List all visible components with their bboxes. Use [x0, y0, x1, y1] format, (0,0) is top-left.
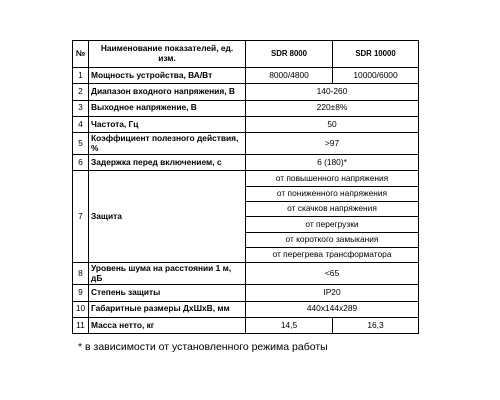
row-parameter-name: Частота, Гц: [89, 116, 246, 132]
row-parameter-name: Степень защиты: [89, 285, 246, 301]
row-parameter-name: Масса нетто, кг: [89, 317, 246, 333]
table-row: [73, 263, 419, 285]
row-parameter-name: Коэффициент полезного действия, %: [89, 133, 246, 155]
row-parameter-name: Задержка перед включением, с: [89, 155, 246, 171]
row-value: IP20: [246, 285, 419, 301]
row-parameter-name: Защита: [89, 171, 246, 263]
value-sdr-8000: 14,5: [246, 317, 333, 333]
protection-item: от повышенного напряжения: [246, 171, 419, 186]
row-value: 220±8%: [246, 100, 419, 116]
row-number: 3: [73, 100, 89, 116]
header-number: №: [73, 41, 89, 68]
table-row: [73, 68, 419, 84]
protection-item: от короткого замыкания: [246, 232, 419, 247]
row-number: 6: [73, 155, 89, 171]
row-parameter-name: Габаритные размеры ДхШхВ, мм: [89, 301, 246, 317]
row-parameter-name: Диапазон входного напряжения, В: [89, 84, 246, 100]
table-row: [73, 317, 419, 333]
protection-item: от перегрева трансформатора: [246, 247, 419, 262]
value-sdr-8000: 8000/4800: [246, 68, 333, 84]
protection-item: от скачков напряжения: [246, 202, 419, 217]
row-value: 140-260: [246, 84, 419, 100]
row-number: 10: [73, 301, 89, 317]
table-row: [73, 100, 419, 116]
row-value: 50: [246, 116, 419, 132]
row-value: <65: [246, 263, 419, 285]
row-value: 440х144х289: [246, 301, 419, 317]
row-number: 4: [73, 116, 89, 132]
protection-item: от перегрузки: [246, 217, 419, 232]
header-parameter-name: Наименование показателей, ед. изм.: [89, 41, 246, 68]
row-number: 8: [73, 263, 89, 285]
table-row: [73, 133, 419, 155]
row-number: 5: [73, 133, 89, 155]
table-header-row: [73, 41, 419, 68]
table-row: [73, 171, 419, 186]
table-row: [73, 285, 419, 301]
row-value: >97: [246, 133, 419, 155]
row-parameter-name: Уровень шума на расстоянии 1 м, дБ: [89, 263, 246, 285]
row-parameter-name: Мощность устройства, ВА/Вт: [89, 68, 246, 84]
row-parameter-name: Выходное напряжение, В: [89, 100, 246, 116]
table-row: [73, 155, 419, 171]
footnote: * в зависимости от установленного режима работы: [78, 341, 328, 353]
specifications-table: [72, 40, 419, 334]
table-row: [73, 301, 419, 317]
value-sdr-10000: 16,3: [333, 317, 419, 333]
header-model-sdr-8000: SDR 8000: [246, 41, 333, 68]
protection-item: от пониженного напряжения: [246, 186, 419, 201]
row-number: 7: [73, 171, 89, 263]
table-row: [73, 84, 419, 100]
row-number: 1: [73, 68, 89, 84]
table-row: [73, 116, 419, 132]
header-model-sdr-10000: SDR 10000: [333, 41, 419, 68]
row-value: 6 (180)*: [246, 155, 419, 171]
row-number: 11: [73, 317, 89, 333]
value-sdr-10000: 10000/6000: [333, 68, 419, 84]
row-number: 2: [73, 84, 89, 100]
row-number: 9: [73, 285, 89, 301]
